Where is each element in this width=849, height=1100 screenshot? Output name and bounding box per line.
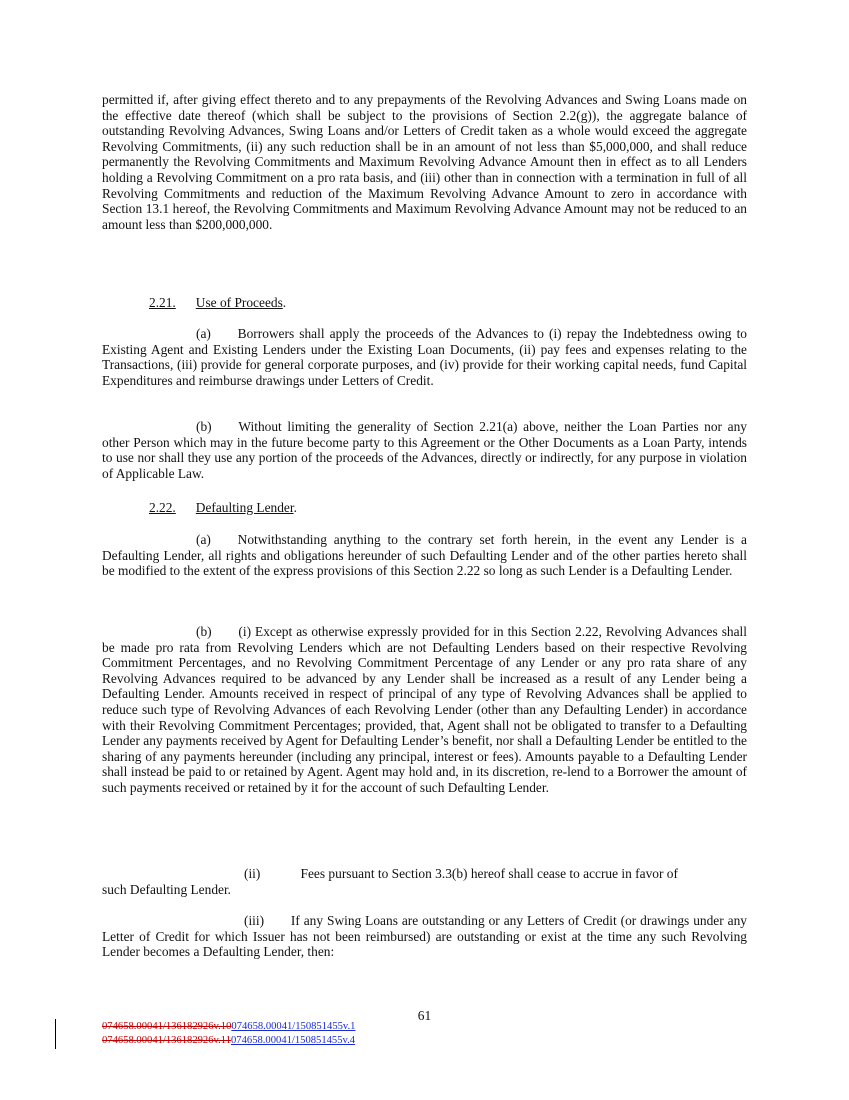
section-2-21-title: Use of Proceeds xyxy=(195,295,283,310)
section-2-21-b: (b) Without limiting the generality of Section 2.21(a) above, neither the Loan Parties nor any other Person which may in the future become party to this Agreement or the Other Documents as a Loan Party, intends to use nor shall they use any portion of the proceeds of the Advances, directly or indirectly, for any purpose in violation of Applicable Law. xyxy=(102,419,747,481)
section-2-22-heading: 2.22. Defaulting Lender. xyxy=(149,500,297,515)
section-2-22-title: Defaulting Lender xyxy=(195,500,294,515)
page-number: 61 xyxy=(417,1008,432,1023)
document-id-line-1 xyxy=(102,1020,355,1033)
section-2-21-heading: 2.21. Use of Proceeds. xyxy=(149,295,287,310)
docid-2-deleted: 074658.00041/136182926v.11 xyxy=(102,1035,231,1046)
section-2-22-number: 2.22. xyxy=(149,500,176,515)
section-2-21-a: (a) Borrowers shall apply the proceeds of the Advances to (i) repay the Indebtedness owing to Existing Agent and Existing Lenders under the Existing Loan Documents, (ii) pay fees and expenses relating to the Transactions, (iii) provide for general corporate purposes, and (iv) provide for their working capital needs, fund Capital Expenditures and reimburse drawings under Letters of Credit. xyxy=(102,326,747,388)
docid-1-inserted: 074658.00041/150851455v.1 xyxy=(231,1021,356,1032)
section-2-21-number: 2.21. xyxy=(149,295,176,310)
section-2-22-b-ii-line2: such Defaulting Lender. xyxy=(102,882,232,897)
section-2-22-a: (a) Notwithstanding anything to the contrary set forth herein, in the event any Lender is a Defaulting Lender, all rights and obligations hereunder of such Defaulting Lender and of the other parties hereto shall be modified to the extent of the express provisions of this Section 2.22 so long as such Lender is a Defaulting Lender. xyxy=(102,532,747,579)
section-2-22-b-ii-line1: (ii) Fees pursuant to Section 3.3(b) hereof shall cease to accrue in favor of xyxy=(244,866,678,881)
docid-1-deleted: 074658.00041/136182926v.10 xyxy=(102,1021,232,1032)
docid-2-inserted: 074658.00041/150851455v.4 xyxy=(231,1035,356,1046)
section-2-22-b: (b) (i) Except as otherwise expressly provided for in this Section 2.22, Revolving Advances shall be made pro rata from Revolving Lenders which are not Defaulting Lenders based on their respective Revolving Commitment Percentages, and no Revolving Commitment Percentage of any Lender or any pro rata share of any Revolving Advances required to be advanced by any Lender shall be increased as a result of any Lender being a Defaulting Lender. Amounts received in respect of principal of any type of Revolving Advances shall be applied to reduce such type of Revolving Advances of each Revolving Lender (other than any Defaulting Lender) in accordance with their Revolving Commitment Percentages; provided, that, Agent shall not be obligated to transfer to a Defaulting Lender any payments received by Agent for Defaulting Lender’s benefit, nor shall a Defaulting Lender be entitled to the sharing of any payments hereunder (including any principal, interest or fees). Amounts payable to a Defaulting Lender shall instead be paid to or retained by Agent. Agent may hold and, in its discretion, re-lend to a Borrower the amount of such payments received or retained by it for the account of such Defaulting Lender. xyxy=(102,624,747,795)
section-2-22-b-iii: (iii) If any Swing Loans are outstanding or any Letters of Credit (or drawings under any Letter of Credit for which Issuer has not been reimbursed) are outstanding or exist at the time any such Revolving Lender becomes a Defaulting Lender, then: xyxy=(102,913,747,960)
change-bar xyxy=(55,1019,56,1049)
continuation-paragraph: permitted if, after giving effect thereto and to any prepayments of the Revolving Advances and Swing Loans made on the effective date thereof (which shall be subject to the provisions of Section 2.2(g)), the aggregate balance of outstanding Revolving Advances, Swing Loans and/or Letters of Credit taken as a whole would exceed the aggregate Revolving Commitments, (ii) any such reduction shall be in an amount of not less than $5,000,000, and shall reduce permanently the Revolving Commitments and Maximum Revolving Advance Amount then in effect as to all Lenders holding a Revolving Commitment on a pro rata basis, and (iii) other than in connection with a termination in full of all Revolving Commitments and reduction of the Maximum Revolving Advance Amount to zero in accordance with Section 13.1 hereof, the Revolving Commitments and Maximum Revolving Advance Amount may not be reduced to an amount less than $200,000,000. xyxy=(102,92,747,232)
document-id-line-2 xyxy=(102,1034,355,1047)
